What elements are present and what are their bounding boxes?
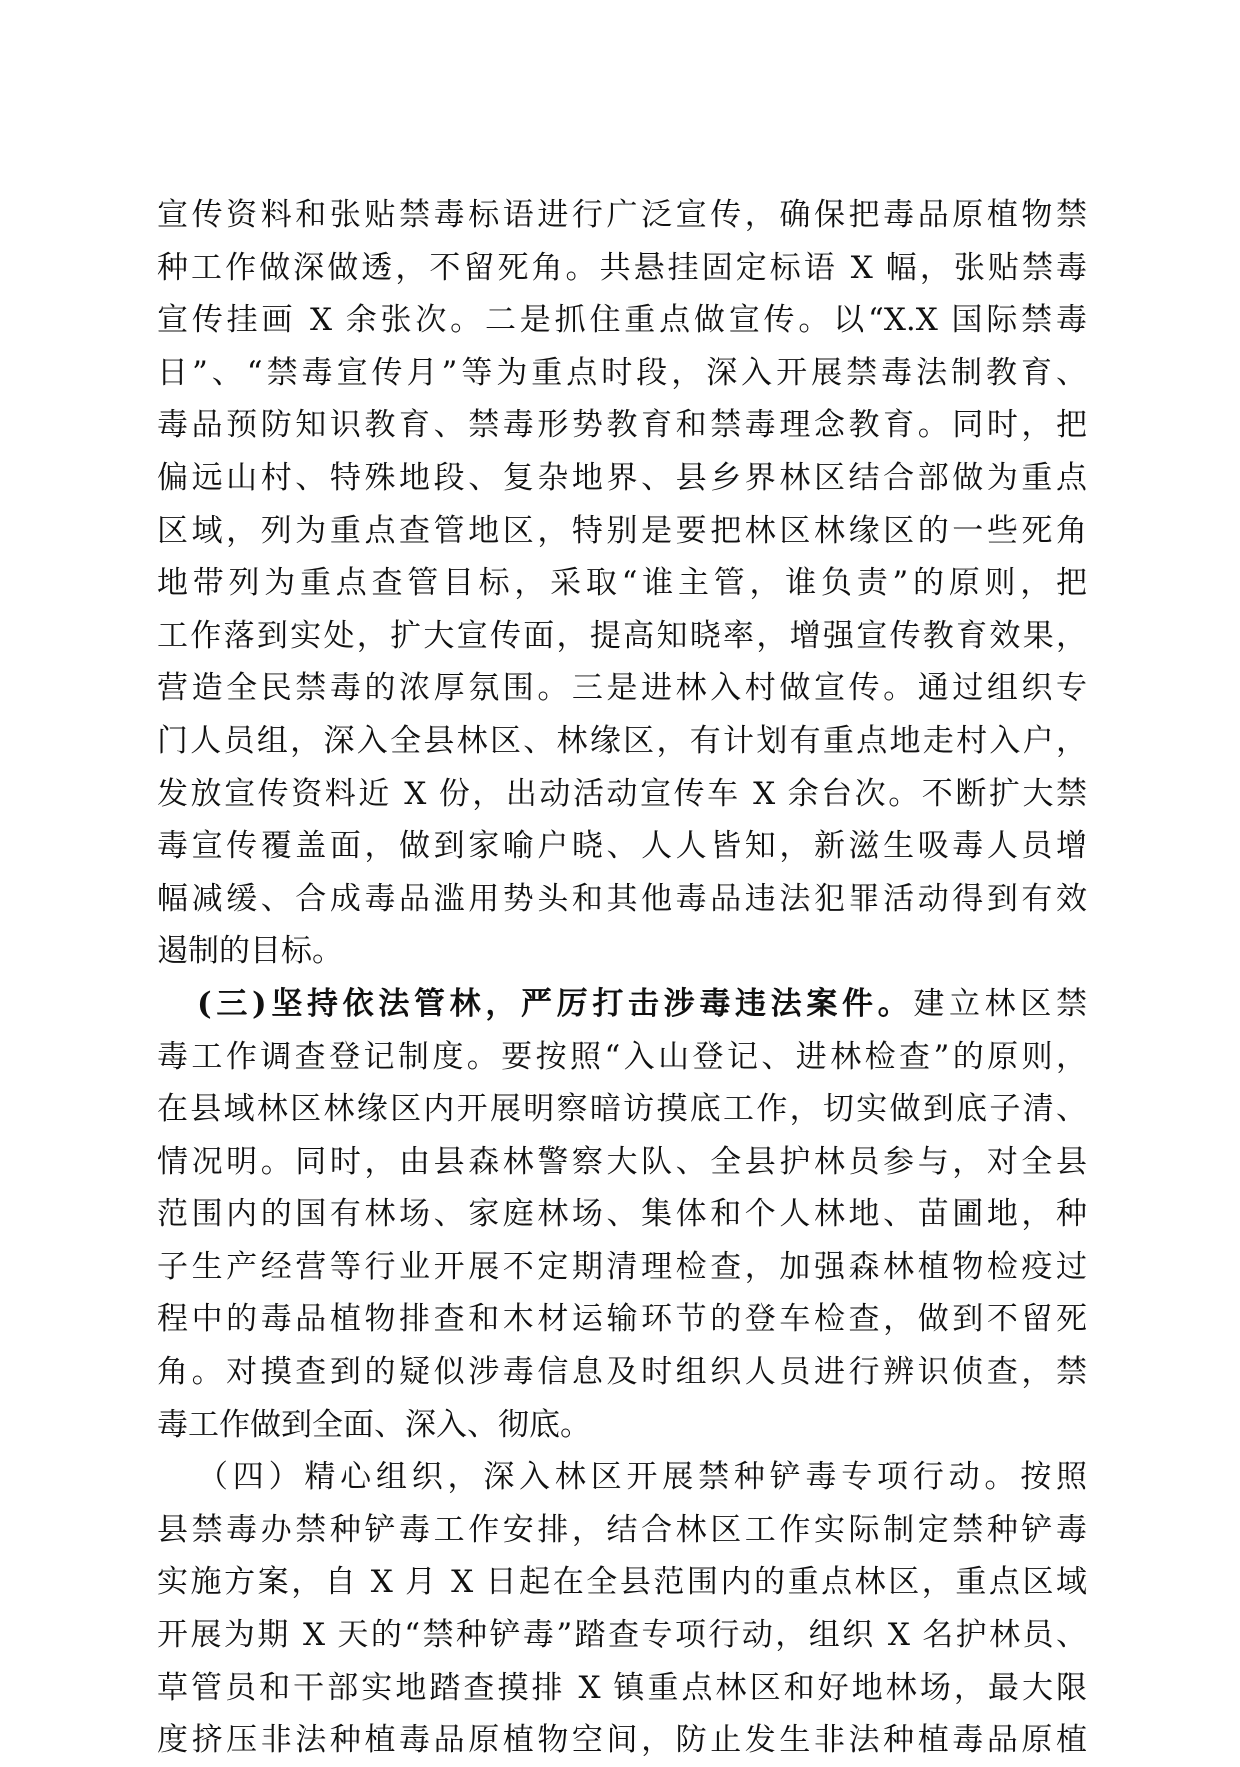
text-line: 开展为期 X 天的“禁种铲毒”踏查专项行动，组织 X 名护林员、 (157, 1617, 1087, 1654)
text-line: 范围内的国有林场、家庭林场、集体和个人林地、苗圃地，种 (157, 1196, 1087, 1233)
text-line: 实施方案，自 X 月 X 日起在全县范围内的重点林区，重点区域 (157, 1564, 1087, 1601)
text-line: 程中的毒品植物排查和木材运输环节的登车检查，做到不留死 (157, 1301, 1087, 1338)
text-line: 毒工作调查登记制度。要按照“入山登记、进林检查”的原则， (157, 1038, 1087, 1075)
text-line: 子生产经营等行业开展不定期清理检查，加强森林植物检疫过 (157, 1248, 1087, 1285)
text-line: 营造全民禁毒的浓厚氛围。三是进林入村做宣传。通过组织专 (157, 670, 1087, 707)
text-line: 毒工作做到全面、深入、彻底。 (157, 1406, 591, 1443)
text-line: 毒宣传覆盖面，做到家喻户晓、人人皆知，新滋生吸毒人员增 (157, 828, 1087, 865)
text-line: 工作落到实处，扩大宣传面，提高知晓率，增强宣传教育效果， (157, 617, 1087, 654)
text-line: 宣传资料和张贴禁毒标语进行广泛宣传，确保把毒品原植物禁 (157, 197, 1087, 233)
section-3-first-line-text: 建立林区禁 (913, 985, 1087, 1022)
document-body (157, 189, 1087, 1767)
text-line: 种工作做深做透，不留死角。共悬挂固定标语 X 幅，张贴禁毒 (157, 249, 1087, 286)
text-line: 地带列为重点查管目标，采取“谁主管，谁负责”的原则，把 (157, 565, 1087, 602)
text-line: 发放宣传资料近 X 份，出动活动宣传车 X 余台次。不断扩大禁 (157, 775, 1087, 812)
text-line: 情况明。同时，由县森林警察大队、全县护林员参与，对全县 (157, 1143, 1087, 1180)
text-line: 日”、“禁毒宣传月”等为重点时段，深入开展禁毒法制教育、 (157, 354, 1087, 391)
text-line: 宣传挂画 X 余张次。二是抓住重点做宣传。以“X.X 国际禁毒 (157, 302, 1087, 339)
section-3-heading: (三)坚持依法管林，严厉打击涉毒违法案件。 (197, 985, 914, 1022)
text-line: 门人员组，深入全县林区、林缘区，有计划有重点地走村入户， (157, 722, 1087, 759)
text-line: 角。对摸查到的疑似涉毒信息及时组织人员进行辨识侦查，禁 (157, 1354, 1087, 1391)
text-line: 毒品预防知识教育、禁毒形势教育和禁毒理念教育。同时，把 (157, 407, 1087, 444)
text-line: 遏制的目标。 (157, 933, 343, 970)
section-4-first-line: （四）精心组织，深入林区开展禁种铲毒专项行动。按照 (197, 1459, 1087, 1496)
text-line: 偏远山村、特殊地段、复杂地界、县乡界林区结合部做为重点 (157, 459, 1087, 496)
text-line: 在县域林区林缘区内开展明察暗访摸底工作，切实做到底子清、 (157, 1091, 1087, 1128)
text-line: 度挤压非法种植毒品原植物空间，防止发生非法种植毒品原植 (157, 1722, 1087, 1759)
text-line: 县禁毒办禁种铲毒工作安排，结合林区工作实际制定禁种铲毒 (157, 1511, 1087, 1548)
text-line: 幅减缓、合成毒品滥用势头和其他毒品违法犯罪活动得到有效 (157, 880, 1087, 917)
section-3-first-line (157, 978, 1087, 1031)
text-line: 区域，列为重点查管地区，特别是要把林区林缘区的一些死角 (157, 512, 1087, 549)
text-line: 草管员和干部实地踏查摸排 X 镇重点林区和好地林场，最大限 (157, 1669, 1087, 1706)
